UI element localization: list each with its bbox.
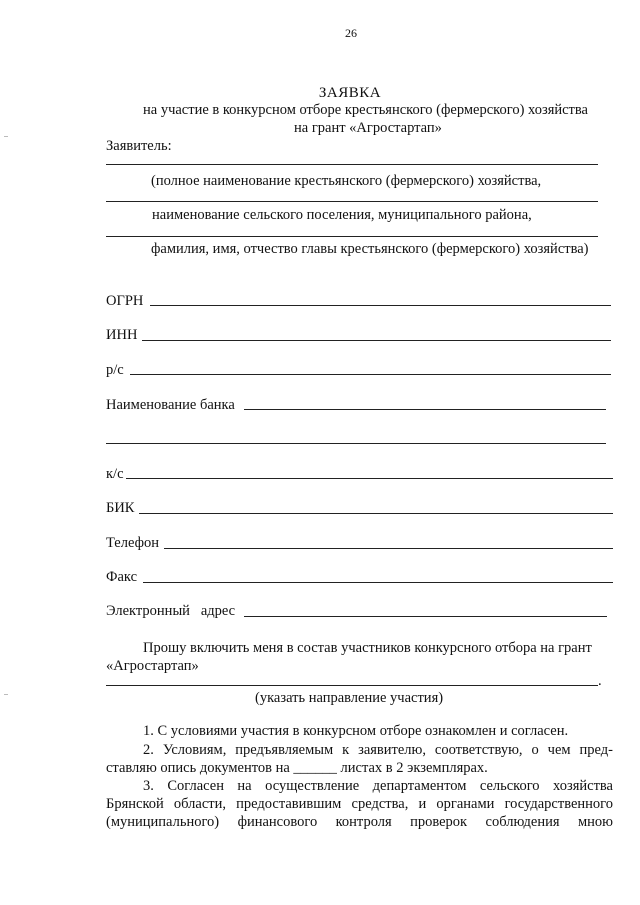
document-title: ЗАЯВКА xyxy=(318,85,382,101)
applicant-caption-1: (полное наименование крестьянского (фермерского) хозяйства, xyxy=(151,173,542,189)
scan-mark xyxy=(4,136,8,137)
document-subtitle: на участие в конкурсном отборе крестьянского (фермерского) хозяйства xyxy=(143,102,588,118)
direction-field[interactable] xyxy=(106,685,598,686)
item-1: 1. С условиями участия в конкурсном отборе ознакомлен и согласен. xyxy=(143,723,569,739)
applicant-caption-3: фамилия, имя, отчество главы крестьянского (фермерского) хозяйства) xyxy=(151,241,589,257)
request-grant-name: «Агростартап» xyxy=(106,658,199,674)
item-2-line-1: 2. Условиям, предъявляемым к заявителю, соответствую, о чем пред- xyxy=(143,742,613,758)
phone-field[interactable] xyxy=(164,548,613,549)
bank-field-continued[interactable] xyxy=(106,443,606,444)
direction-line-end: . xyxy=(598,673,602,689)
inn-field[interactable] xyxy=(142,340,611,341)
rs-label: р/с xyxy=(106,362,124,378)
applicant-name-line[interactable] xyxy=(106,164,598,165)
email-field[interactable] xyxy=(244,616,607,617)
request-text: Прошу включить меня в состав участников конкурсного отбора на грант xyxy=(143,640,592,656)
inn-label: ИНН xyxy=(106,327,138,343)
item-2-line-2: ставляю опись документов на ______ листах в 2 экземплярах. xyxy=(106,760,488,776)
bank-label: Наименование банка xyxy=(106,397,235,413)
ogrn-field[interactable] xyxy=(150,305,611,306)
email-label: Электронный адрес xyxy=(106,603,236,619)
page-number: 26 xyxy=(345,26,357,40)
document-subtitle-grant: на грант «Агростартап» xyxy=(294,120,442,136)
item-3-line-3: (муниципального) финансового контроля проверок соблюдения мною xyxy=(106,814,613,830)
item-3-line-2: Брянской области, предоставившим средства, и органами государственного xyxy=(106,796,613,812)
ogrn-label: ОГРН xyxy=(106,293,144,309)
phone-label: Телефон xyxy=(106,535,159,551)
applicant-caption-2: наименование сельского поселения, муниципального района, xyxy=(152,207,532,223)
bank-field[interactable] xyxy=(244,409,606,410)
ks-label: к/с xyxy=(106,466,124,482)
item-3-line-1: 3. Согласен на осуществление департаментом сельского хозяйства xyxy=(143,778,613,794)
applicant-label: Заявитель: xyxy=(106,138,172,154)
ks-field[interactable] xyxy=(126,478,613,479)
fax-field[interactable] xyxy=(143,582,613,583)
scan-mark xyxy=(4,694,8,695)
bik-field[interactable] xyxy=(139,513,613,514)
applicant-head-line[interactable] xyxy=(106,236,598,237)
rs-field[interactable] xyxy=(130,374,611,375)
direction-caption: (указать направление участия) xyxy=(255,690,444,706)
bik-label: БИК xyxy=(106,500,135,516)
fax-label: Факс xyxy=(106,569,138,585)
applicant-settlement-line[interactable] xyxy=(106,201,598,202)
